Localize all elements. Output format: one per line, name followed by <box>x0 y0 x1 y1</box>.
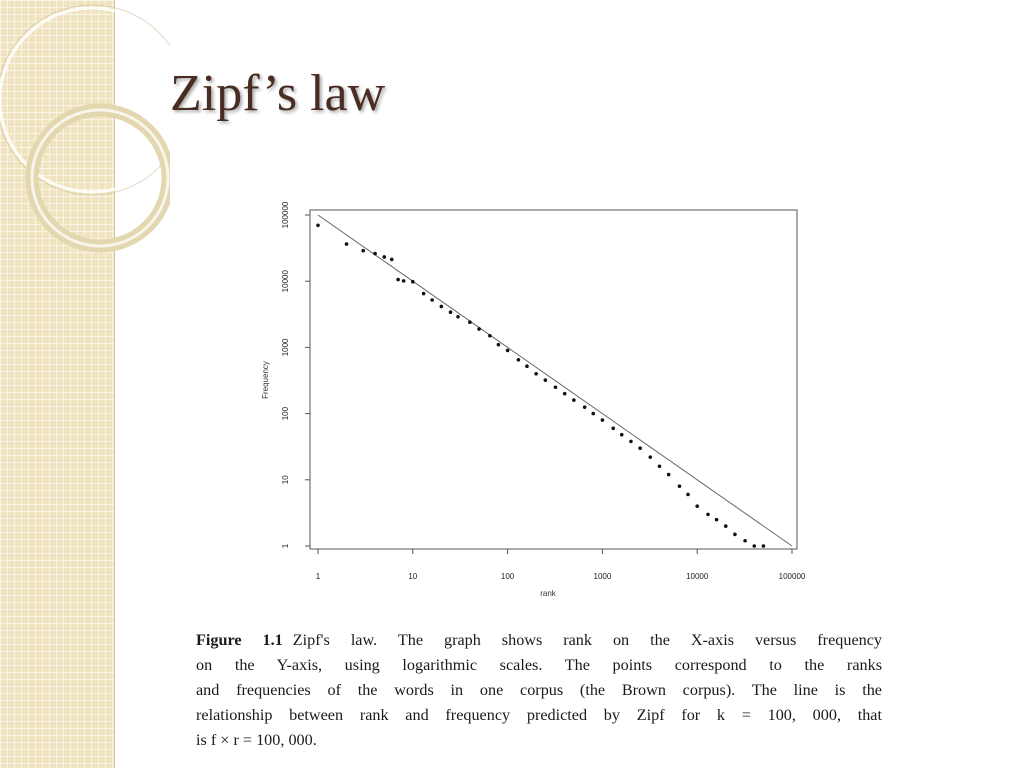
data-point <box>601 418 605 422</box>
x-tick-label: 1 <box>315 572 321 581</box>
caption-line-3: and frequencies of the words in one corpus (the Brown corpus). The line is the <box>196 681 882 699</box>
data-point <box>743 539 747 543</box>
decorative-ring-large-shadow <box>0 5 170 195</box>
data-point <box>497 343 501 347</box>
data-point <box>534 372 538 376</box>
x-axis-label: rank <box>540 589 556 598</box>
caption-line-2: on the Y-axis, using logarithmic scales. The points correspond to the ranks <box>196 656 882 674</box>
decorative-ring-small-highlight <box>32 110 168 246</box>
data-point <box>667 473 671 477</box>
decorative-rings <box>0 0 170 260</box>
data-point <box>449 310 453 314</box>
data-point <box>411 280 415 284</box>
data-point <box>373 252 377 256</box>
decorative-ring-large <box>0 8 170 192</box>
data-point <box>611 426 615 430</box>
data-point <box>402 279 406 283</box>
data-point <box>678 484 682 488</box>
x-tick-label: 10 <box>408 572 418 581</box>
slide-title: Zipf’s law <box>170 65 386 122</box>
data-point <box>686 493 690 497</box>
zipf-chart <box>240 190 820 610</box>
data-point <box>506 349 510 353</box>
data-point <box>430 298 434 302</box>
data-point <box>396 278 400 282</box>
caption-line-1 <box>196 628 882 653</box>
y-axis-label: Frequency <box>261 361 270 399</box>
data-point <box>488 334 492 338</box>
figure-label: Figure 1.1 <box>196 631 283 649</box>
data-point <box>629 440 633 444</box>
data-point <box>752 544 756 548</box>
data-point <box>468 320 472 324</box>
data-point <box>648 455 652 459</box>
data-point <box>591 412 595 416</box>
data-point <box>361 249 365 253</box>
data-point <box>456 315 460 319</box>
x-tick-label: 100 <box>500 572 515 581</box>
data-point <box>583 405 587 409</box>
y-tick-label: 100000 <box>281 201 290 229</box>
caption-line-1-text: Zipf's law. The graph shows rank on the X-axis versus frequency <box>292 631 882 649</box>
data-point <box>477 327 481 331</box>
y-tick-label: 10000 <box>281 270 290 293</box>
data-point <box>572 398 576 402</box>
data-point <box>638 446 642 450</box>
figure-caption <box>196 628 882 753</box>
data-point <box>440 305 444 309</box>
data-point <box>316 223 320 227</box>
data-point <box>345 242 349 246</box>
data-point <box>762 544 766 548</box>
data-point <box>544 378 548 382</box>
y-tick-label: 1000 <box>281 338 290 357</box>
data-point <box>390 258 394 262</box>
data-point <box>724 524 728 528</box>
data-point <box>715 518 719 522</box>
data-point <box>706 513 710 517</box>
data-point <box>382 255 386 259</box>
x-tick-label: 100000 <box>778 572 806 581</box>
x-tick-label: 10000 <box>686 572 709 581</box>
data-point <box>517 358 521 362</box>
data-point <box>733 533 737 537</box>
y-tick-label: 10 <box>281 475 290 485</box>
caption-line-5: is f × r = 100, 000. <box>196 731 317 749</box>
y-tick-label: 1 <box>281 543 290 549</box>
data-point <box>422 292 426 296</box>
y-tick-label: 100 <box>281 406 290 421</box>
x-axis <box>316 549 806 581</box>
y-axis <box>281 201 310 548</box>
data-point <box>620 433 624 437</box>
x-tick-label: 1000 <box>593 572 612 581</box>
data-point <box>554 385 558 389</box>
data-point <box>525 364 529 368</box>
data-point <box>658 464 662 468</box>
data-points <box>316 223 765 547</box>
data-point <box>563 392 567 396</box>
caption-line-4: relationship between rank and frequency predicted by Zipf for k = 100, 000, that <box>196 706 882 724</box>
zipf-reference-line <box>318 215 792 546</box>
data-point <box>695 504 699 508</box>
